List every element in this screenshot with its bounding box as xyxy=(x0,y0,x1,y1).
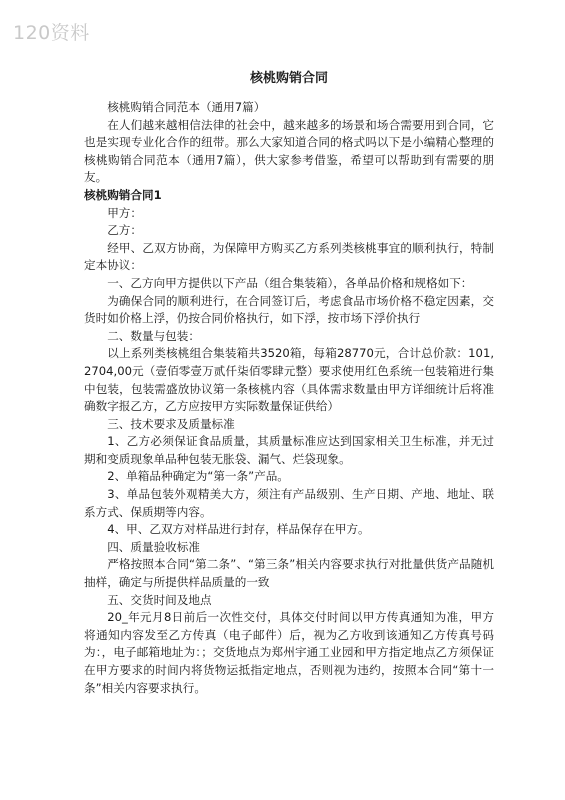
paragraph: 五、交货时间及地点 xyxy=(107,592,212,607)
paragraph: 1、乙方必须保证食品质量，其质量标准应达到国家相关卫生标准，并无过期和变质现象单品种包装无胀袋、漏气、烂袋现象。 xyxy=(84,434,494,466)
paragraph: 一、乙方向甲方提供以下产品（组合集装箱），各单品价格和规格如下： xyxy=(107,275,473,290)
paragraph: 严格按照本合同“第二条”、“第三条”相关内容要求执行对批量供货产品随机抽样，确定与所提供样品质量的一致 xyxy=(84,557,494,590)
document-title: 核桃购销合同 xyxy=(249,71,328,86)
paragraph: 3、单品包装外观精美大方，须注有产品级别、生产日期、产地、地址、联系方式、保质期等内容。 xyxy=(84,487,494,519)
paragraph: 在人们越来越相信法律的社会中，越来越多的场景和场合需要用到合同，它也是实现专业化合作的纽带。那么大家知道合同的格式吗以下是小编精心整理的核桃购销合同范本（通用7篇），供大家参考借鉴，希望可以帮助到有需要的朋友。 xyxy=(84,117,494,185)
document-body xyxy=(84,99,494,697)
watermark-logo: 120资料 xyxy=(13,22,90,44)
paragraph: 4、甲、乙双方对样品进行封存，样品保存在甲方。 xyxy=(107,522,370,537)
paragraph: 经甲、乙双方协商，为保障甲方购买乙方系列类核桃事宜的顺利执行，特制定本协议： xyxy=(84,240,494,273)
paragraph: 三、技术要求及质量标准 xyxy=(107,416,235,431)
paragraph: 核桃购销合同范本（通用7篇） xyxy=(107,100,266,114)
paragraph: 甲方： xyxy=(107,205,142,220)
section-heading: 核桃购销合同1 xyxy=(84,187,162,202)
paragraph: 四、质量验收标准 xyxy=(107,539,200,554)
paragraph: 2、单箱品种确定为“第一条”产品。 xyxy=(107,469,289,484)
paragraph: 以上系列类核桃组合集装箱共3520箱，每箱28770元，合计总价款：101,2704,00元（壹佰零壹万贰仟柒佰零肆元整）要求使用红色系统一包装箱进行集中包装，包装需盛放协议第一条核桃内容（具体需求数量由甲方详细统计后将准确数字报乙方，乙方应按甲方实际数量保证供给） xyxy=(84,346,494,414)
paragraph: 二、数量与包装： xyxy=(107,328,200,343)
paragraph: 乙方： xyxy=(107,223,142,238)
paragraph: 20_年元月8日前后一次性交付，具体交付时间以甲方传真通知为准，甲方将通知内容发至乙方传真（电子邮件）后，视为乙方收到该通知乙方传真号码为：，电子邮箱地址为：；交货地点为郑州宇通工业园和甲方指定地点乙方须保证在甲方要求的时间内将货物运抵指定地点，否则视为违约，按照本合同“第十一条”相关内容要求执行。 xyxy=(84,610,494,695)
paragraph: 为确保合同的顺利进行，在合同签订后，考虑食品市场价格不稳定因素，交货时如价格上浮，仍按合同价格执行，如下浮，按市场下浮价执行 xyxy=(84,293,494,326)
